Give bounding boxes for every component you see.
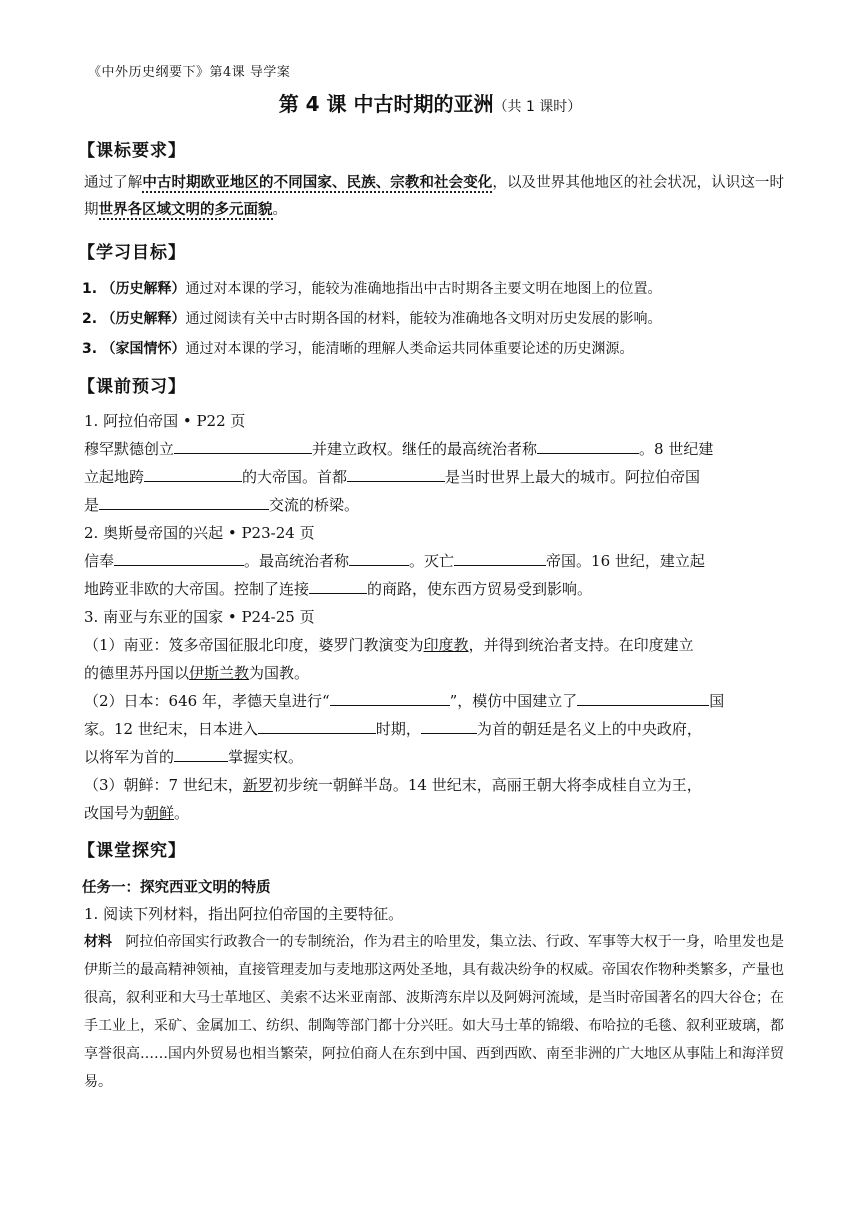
fill-text: （3）朝鲜：7 世纪末， xyxy=(84,776,243,794)
fill-text: 帝国。16 世纪，建立起 xyxy=(546,552,705,570)
fill-blank[interactable] xyxy=(144,467,242,482)
objective-text: 通过阅读有关中古时期各国的材料，能较为准确地各文明对历史发展的影响。 xyxy=(185,311,662,327)
objective-tag: （家国情怀） xyxy=(101,341,186,357)
fill-text: 家。12 世纪末，日本进入 xyxy=(84,720,258,738)
preview-q3-s2-line-2 xyxy=(84,718,702,739)
fill-text: 信奉 xyxy=(84,552,115,570)
section-objectives-heading: 【学习目标】 xyxy=(78,243,186,263)
fill-text: 。灭亡 xyxy=(409,552,455,570)
fill-text: 。 xyxy=(174,804,190,822)
preview-q3-s3-line-2 xyxy=(84,802,189,823)
fill-text: ”，模仿中国建立了 xyxy=(449,692,578,710)
title-main: 第 4 课 中古时期的亚洲 xyxy=(278,92,494,116)
fill-text: （1）南亚：笈多帝国征服北印度，婆罗门教演变为 xyxy=(84,636,424,654)
fill-text: 国 xyxy=(709,692,725,710)
fill-text: 的德里苏丹国以 xyxy=(84,664,190,682)
standard-text-1: 通过了解 xyxy=(84,175,143,191)
fill-text: 时期， xyxy=(375,720,421,738)
fill-text: 并建立政权。继任的最高统治者称 xyxy=(312,440,538,458)
preview-q3-s1-line-2 xyxy=(84,662,309,683)
answer-underlined: 印度教 xyxy=(423,636,469,654)
fill-blank[interactable] xyxy=(99,495,269,510)
objective-number: 1. xyxy=(82,281,98,297)
standard-emphasis-1: 中古时期欧亚地区的不同国家、民族、宗教和社会变化 xyxy=(142,175,493,191)
fill-blank[interactable] xyxy=(258,719,376,734)
answer-underlined: 朝鲜 xyxy=(144,804,175,822)
objective-text: 通过对本课的学习，能清晰的理解人类命运共同体重要论述的历史渊源。 xyxy=(185,341,634,357)
preview-q2-line-2 xyxy=(84,578,592,599)
fill-text: 立起地跨 xyxy=(84,468,145,486)
fill-text: 。8 世纪建 xyxy=(639,440,714,458)
fill-text: （2）日本：646 年，孝德天皇进行“ xyxy=(84,692,330,710)
standard-text-2: ，以及世界其他地区的社会状况，认识这一时期 xyxy=(84,175,785,218)
preview-q1-line-3 xyxy=(84,494,359,515)
fill-blank[interactable] xyxy=(330,691,450,706)
objective-tag: （历史解释） xyxy=(101,311,186,327)
answer-underlined: 新罗 xyxy=(242,776,273,794)
fill-text: 。最高统治者称 xyxy=(244,552,350,570)
section-explore-heading: 【课堂探究】 xyxy=(78,841,186,861)
fill-text: 的大帝国。首都 xyxy=(242,468,348,486)
standard-paragraph xyxy=(84,170,784,224)
fill-text: 的商路，使东西方贸易受到影响。 xyxy=(367,580,593,598)
objective-number: 2. xyxy=(82,311,98,327)
fill-blank[interactable] xyxy=(537,439,639,454)
task-1-title: 任务一：探究西亚文明的特质 xyxy=(82,880,271,896)
fill-text: 为首的朝廷是名义上的中央政府， xyxy=(476,720,702,738)
fill-text: 穆罕默德创立 xyxy=(84,440,175,458)
fill-text: 改国号为 xyxy=(84,804,145,822)
material-text: 阿拉伯帝国实行政教合一的专制统治，作为君主的哈里发，集立法、行政、军事等大权于一身，哈里发也是伊斯兰的最高精神领袖，直接管理麦加与麦地那这两处圣地，具有裁决纷争的权威。帝国农作物种类繁多，产量也很高，叙利亚和大马士革地区、美索不达米亚南部、波斯湾东岸以及阿姆河流域，是当时帝国著名的四大谷仓；在手工业上，采矿、金属加工、纺织、制陶等部门都十分兴旺。如大马士革的锦缎、布哈拉的毛毯、叙利亚玻璃，都享誉很高……国内外贸易也相当繁荣，阿拉伯商人在东到中国、西到西欧、南至非洲的广大地区从事陆上和海洋贸易。 xyxy=(84,934,784,1090)
preview-q2-heading: 2. 奥斯曼帝国的兴起 • P23-24 页 xyxy=(84,524,315,542)
objective-text: 通过对本课的学习，能较为准确地指出中古时期各主要文明在地图上的位置。 xyxy=(185,281,662,297)
title-sub: （共 1 课时） xyxy=(493,99,582,115)
page-title xyxy=(0,88,860,117)
preview-q3-s2-line-3 xyxy=(84,746,303,767)
fill-blank[interactable] xyxy=(454,551,546,566)
preview-q3-s2-line-1 xyxy=(84,690,724,711)
fill-text: 是 xyxy=(84,496,100,514)
material-label: 材料 xyxy=(84,934,113,950)
fill-blank[interactable] xyxy=(577,691,709,706)
fill-text: 掌握实权。 xyxy=(228,748,304,766)
material-paragraph xyxy=(84,928,784,1096)
objective-item xyxy=(82,338,792,358)
objective-item xyxy=(82,308,792,328)
fill-text: 是当时世界上最大的城市。阿拉伯帝国 xyxy=(445,468,701,486)
fill-blank[interactable] xyxy=(174,439,312,454)
fill-text: 地跨亚非欧的大帝国。控制了连接 xyxy=(84,580,310,598)
task-1-question: 1. 阅读下列材料，指出阿拉伯帝国的主要特征。 xyxy=(84,905,404,923)
fill-blank[interactable] xyxy=(174,747,228,762)
fill-text: 初步统一朝鲜半岛。14 世纪末，高丽王朝大将李成桂自立为王， xyxy=(272,776,702,794)
standard-text-3: 。 xyxy=(272,202,287,218)
preview-q3-s1-line-1 xyxy=(84,634,694,655)
objective-tag: （历史解释） xyxy=(101,281,186,297)
fill-blank[interactable] xyxy=(309,579,367,594)
preview-q1-line-2 xyxy=(84,466,700,487)
fill-text: 以将军为首的 xyxy=(84,748,175,766)
fill-text: 交流的桥梁。 xyxy=(269,496,360,514)
objective-item xyxy=(82,278,792,298)
section-preview-heading: 【课前预习】 xyxy=(78,377,186,397)
section-standard-heading: 【课标要求】 xyxy=(78,141,186,161)
preview-q2-line-1 xyxy=(84,550,705,571)
fill-blank[interactable] xyxy=(114,551,244,566)
preview-q3-heading: 3. 南亚与东亚的国家 • P24-25 页 xyxy=(84,608,315,626)
fill-blank[interactable] xyxy=(349,551,409,566)
answer-underlined: 伊斯兰教 xyxy=(189,664,250,682)
preview-q3-s3-line-1 xyxy=(84,774,702,795)
preview-q1-heading: 1. 阿拉伯帝国 • P22 页 xyxy=(84,412,246,430)
document-header: 《中外历史纲要下》第4课 导学案 xyxy=(88,65,291,80)
objective-number: 3. xyxy=(82,341,98,357)
standard-emphasis-2: 世界各区域文明的多元面貌 xyxy=(98,202,273,218)
fill-blank[interactable] xyxy=(421,719,477,734)
fill-blank[interactable] xyxy=(347,467,445,482)
fill-text: ，并得到统治者支持。在印度建立 xyxy=(468,636,694,654)
fill-text: 为国教。 xyxy=(249,664,310,682)
preview-q1-line-1 xyxy=(84,438,713,459)
